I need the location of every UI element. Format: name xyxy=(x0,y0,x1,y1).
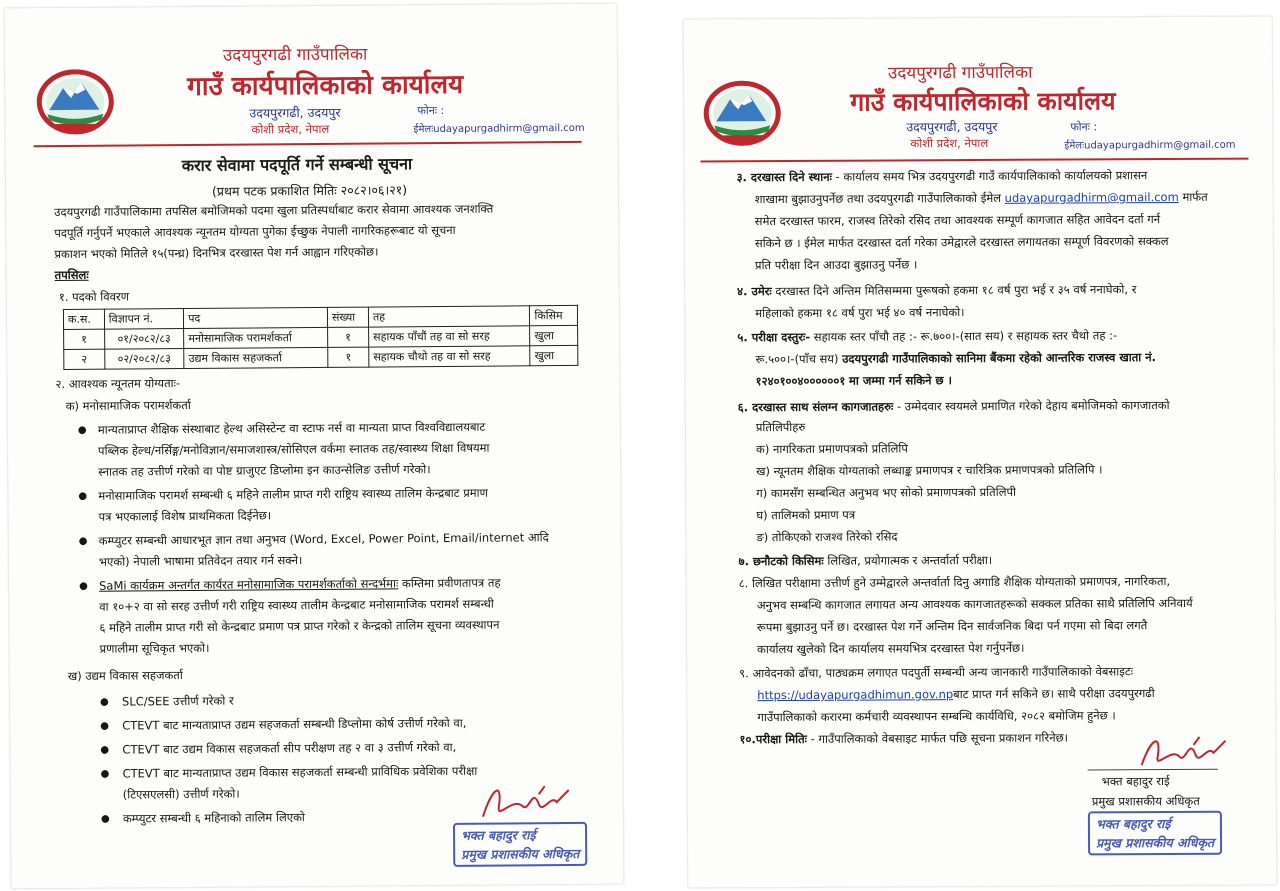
table-cell: १ xyxy=(328,327,369,347)
nepal-emblem-icon xyxy=(702,75,782,147)
bullet-icon: ● xyxy=(100,813,110,825)
address-line-2: कोशी प्रदेश, नेपाल xyxy=(910,135,989,151)
notice-page-left xyxy=(5,4,624,889)
email-line xyxy=(413,120,584,135)
item-4-label: ४. उमेरः xyxy=(737,284,772,299)
item-8-line-1: ८. लिखित परीक्षामा उत्तीर्ण हुने उम्मेद्वारले अन्तर्वार्ता दिनु अगाडि शैक्षिक योग्यताको प्रमाणपत्र, नागरिकता, xyxy=(738,574,1171,591)
item-6-label: ६. दरखास्त साथ संलग्न कागजातहरुः xyxy=(737,399,894,415)
item-6-sub-a: क) नागरिकता प्रमाणपत्रको प्रतिलिपि xyxy=(755,441,908,457)
signatory-title: प्रमुख प्रशासकीय अधिकृत xyxy=(1091,793,1200,809)
official-stamp xyxy=(453,822,587,867)
official-stamp xyxy=(1088,811,1222,856)
sub-a-bullet-1-line-2: पब्लिक हेल्थ/नर्सिङ्ग/मनोविज्ञान/समाजशास्त्र/सोसिएल वर्कमा स्नातक तह/स्वास्थ्य शिक्षा विषयमा xyxy=(97,440,490,458)
item-3-line-1 xyxy=(737,165,1148,188)
stamp-name: भक्त बहादुर राई xyxy=(461,827,536,843)
item-7-text: लिखित, प्रयोगात्मक र अन्तर्वार्ता परीक्षा। xyxy=(827,552,993,568)
office-name: गाउँ कार्यपालिकाको कार्यालय xyxy=(850,86,1116,117)
item-3-line-4: सकिने छ । ईमेल मार्फत दरखास्त दर्ता गरेका उमेद्वारले दरखास्त लगायतका सम्पूर्ण विवरणको सक्कल xyxy=(754,234,1169,251)
sami-line-3: ६ महिने तालीम प्राप्त गरी सो केन्द्रबाट प्रमाण पत्र प्राप्त गरेको र केन्द्रको तालिम सूचना व्यवस्थापन xyxy=(99,617,500,635)
table-header-cell: विज्ञापन नं. xyxy=(104,309,184,330)
item-5-account: १२४०१००४००००००१ xyxy=(755,373,846,389)
table-cell: ०२/२०८२/८३ xyxy=(104,349,184,370)
table-cell: सहायक चौथो तह वा सो सरह xyxy=(369,346,531,367)
item-8-line-4: कार्यालय खुलेको दिन कार्यालय समयभित्र दरखास्त पेश गर्नुपर्नेछ। xyxy=(756,640,1025,657)
stamp-title: प्रमुख प्रशासकीय अधिकृत xyxy=(1096,834,1215,851)
item-3-line-2 xyxy=(755,187,1208,210)
signature-image xyxy=(473,776,593,827)
table-row xyxy=(64,345,578,369)
notice-title: करार सेवामा पदपूर्ति गर्ने सम्बन्धी सूचना xyxy=(181,154,413,176)
item-5-fee: रू.५००।-(पाँच सय) xyxy=(755,351,839,367)
address-line-2: कोशी प्रदेश, नेपाल xyxy=(251,121,330,137)
item-9-text: बाट प्राप्त गर्न सकिने छ। साथै परीक्षा उदयपुरगढी xyxy=(953,686,1155,702)
item-6-sub-d: घ) तालिमको प्रमाण पत्र xyxy=(756,507,856,523)
bullet-icon: ● xyxy=(79,580,88,592)
email-line xyxy=(1064,137,1235,152)
bullet-icon: ● xyxy=(77,424,87,436)
item-6-sub-e: ङ) तोकिएको राजश्व तिरेको रसिद xyxy=(756,529,898,545)
intro-line-1: उदयपुरगढी गाउँपालिकामा तपसिल बमोजिमको पदमा खुला प्रतिस्पर्धाबाट करार सेवामा आवश्यक जनशक्ति xyxy=(54,201,494,220)
bullet-icon: ● xyxy=(100,744,110,756)
sami-line-2: वा १०+२ वा सो सरह उत्तीर्ण गरी राष्ट्रिय स्वास्थ्य तालीम केन्द्रबाट मनोसामाजिक परामर्श सम्बन्धी xyxy=(99,596,494,614)
item-3-text-b: मार्फत xyxy=(1182,189,1208,204)
table-cell: मनोसामाजिक परामर्शकर्ता xyxy=(184,327,328,348)
item-9-line-2 xyxy=(757,683,1155,706)
table-header-cell: क.स. xyxy=(63,309,104,329)
table-cell: १ xyxy=(64,329,105,349)
municipality-name: उदयपुरगढी गाउँपालिका xyxy=(222,44,368,66)
table-header-cell: तह xyxy=(368,306,530,327)
sami-rest: कम्तिमा प्रवीणतापत्र तह xyxy=(401,575,501,591)
sami-line-4: प्रणालीमा सूचिकृत भएको। xyxy=(99,640,210,656)
sami-underlined: SaMi कार्यक्रम अन्तर्गत कार्यरत मनोसामाजिक परामर्शकर्ताको सन्दर्भमाः xyxy=(99,576,399,593)
table-cell: १ xyxy=(328,347,369,367)
email-label: ईमेलः xyxy=(1064,140,1085,152)
bullet-icon: ● xyxy=(78,535,88,547)
bullet-icon: ● xyxy=(78,490,88,502)
item-6-line-1 xyxy=(738,395,1170,418)
item-6-line-2: प्रतिलिपीहरु xyxy=(755,419,806,435)
intro-line-3: प्रकाशन भएको मितिले १५(पन्ध्र) दिनभित्र दरखास्त पेश गर्न आह्वान गरिएकोछ। xyxy=(54,244,379,262)
item-6-sub-b: ख) न्यूनतम शैक्षिक योग्यताको लब्धाङ्क प्रमाणपत्र र चारित्रिक प्रमाणपत्रको प्रतिलिपि । xyxy=(756,462,1103,479)
email-label: ईमेलः xyxy=(413,124,434,136)
website-link[interactable]: https://udayapurgadhimun.gov.np xyxy=(757,687,954,703)
table-cell: खुला xyxy=(530,325,578,345)
sub-b-bullet-5: कम्प्युटर सम्बन्धी ६ महिनाको तालिम लिएको xyxy=(122,810,305,826)
table-cell: सहायक पाँचौं तह वा सो सरह xyxy=(369,326,531,347)
sub-a-heading: क) मनोसामाजिक परामर्शकर्ता xyxy=(65,397,191,413)
table-header-cell: पद xyxy=(184,307,328,328)
vacancy-table xyxy=(63,305,578,370)
stamp-title: प्रमुख प्रशासकीय अधिकृत xyxy=(461,845,580,862)
item-7-label: ७. छनौटको किसिमः xyxy=(738,553,824,569)
table-cell: खुला xyxy=(530,345,578,365)
intro-line-2: पदपूर्ति गर्नुपर्ने भएकाले आवश्यक न्यूनतम योग्यता पुगेका ईच्छुक नेपाली नागरिकहरूबाट यो सूचना xyxy=(54,222,456,241)
sub-b-heading: ख) उद्यम विकास सहजकर्ता xyxy=(67,668,183,683)
item-5-bank: उदयपुरगढी गाउँपालिकाको सानिमा बैंकमा रहेको आन्तरिक राजस्व खाता नं. xyxy=(842,350,1157,366)
item-6-sub-c: ग) कामसँग सम्बन्धित अनुभव भए सोको प्रमाणपत्रको प्रतिलिपी xyxy=(756,484,1017,501)
sub-a-bullet-1-line-3: स्नातक तह उत्तीर्ण गरेको वा पोष्ट ग्राजुएट डिप्लोमा इन काउन्सेलिङ उत्तीर्ण गरेको। xyxy=(98,462,431,479)
item-8-line-2: अनुभव सम्बन्धि कागजात लगायत अन्य आवश्यक कागजातहरूको सक्कल प्रतिका साथै प्रतिलिपि अनिवार्य xyxy=(756,595,1193,613)
item-5-line-2 xyxy=(755,347,1156,370)
notice-page-right xyxy=(684,16,1277,887)
item-5-line-3 xyxy=(756,370,952,392)
item-5-label: ५. परीक्षा दस्तुरः- xyxy=(737,329,811,345)
item-8-line-3: रूपमा बुझाउनु पर्ने छ। दरखास्त पेश गर्ने अन्तिम दिन सार्वजनिक बिदा पर्न गएमा सो बिदा लगतै xyxy=(756,618,1148,635)
municipality-name: उदयपुरगढी गाउँपालिका xyxy=(887,62,1033,84)
item-4-line-2: महिलाको हकमा १८ वर्ष पुरा भई ४० वर्ष ननाघेको। xyxy=(755,305,965,321)
table-cell: उद्यम विकास सहजकर्ता xyxy=(184,347,328,368)
item-7 xyxy=(739,550,993,572)
sub-b-bullet-4-line-1: CTEVT बाट मान्यताप्राप्त उद्यम विकास सहजकर्ता सम्बन्धी प्राविधिक प्रवेशिका परीक्षा xyxy=(122,763,478,781)
item-10 xyxy=(739,728,1068,751)
item-3-line-3: समेत दरखास्त फारम, राजस्व तिरेको रसिद तथा आवश्यक सम्पूर्ण कागजात सहित आवेदन दर्ता गर्न xyxy=(754,212,1161,229)
phone-label: फोनः : xyxy=(1070,120,1098,134)
item-4-line-1 xyxy=(737,279,1136,302)
address-line-1: उदयपुरगढी, उदयपुर xyxy=(906,118,998,135)
sub-a-bullet-2-line-2: पत्र भएकालाई विशेष प्राथमिकता दिईनेछ। xyxy=(98,508,272,524)
item-9-line-1: ९. आवेदनको ढाँचा, पाठ्यक्रम लगाएत पदपुर्ती सम्बन्धी अन्य जानकारी गाउँपालिकाको वेबसाइटः xyxy=(739,664,1133,681)
item-4-text: दरखास्त दिने अन्तिम मितिसम्ममा पुरूषको हकमा १८ वर्ष पुरा भई र ३५ वर्ष ननाघेको, र xyxy=(775,282,1137,299)
email-address: udayapurgadhirm@gmail.com xyxy=(433,122,585,136)
office-name: गाउँ कार्यपालिकाको कार्यालय xyxy=(187,69,464,102)
tapsil-heading: तपसिलः xyxy=(54,267,89,283)
notice-subtitle: (प्रथम पटक प्रकाशित मितिः २०८२।०६।२१) xyxy=(211,182,408,199)
stamp-name: भक्त बहादुर राई xyxy=(1095,816,1171,832)
table-header-cell: किसिम xyxy=(530,305,578,325)
table-header-cell: संख्या xyxy=(327,307,368,327)
sub-b-bullet-1: SLC/SEE उत्तीर्ण गरेको र xyxy=(121,693,234,709)
section-1-heading: १. पदको विवरण xyxy=(58,289,130,304)
bullet-icon: ● xyxy=(100,768,110,780)
sub-a-bullet-3-line-1: कम्प्युटर सम्बन्धी आधारभूत ज्ञान तथा अनुभव (Word, Excel, Power Point, Email/internet आदि xyxy=(98,530,549,548)
item-9-line-3: गाउँपालिकाको करारमा कर्मचारी व्यवस्थापन सम्बन्धि कार्यविधि, २०८२ बमोजिम हुनेछ । xyxy=(757,708,1116,725)
address-line-1: उदयपुरगढी, उदयपुर xyxy=(249,104,341,121)
item-10-label: १०.परीक्षा मितिः xyxy=(739,731,808,747)
item-5-tail: मा जम्मा गर्न सकिने छ । xyxy=(848,373,952,388)
sub-a-bullet-2-line-1: मनोसामाजिक परामर्श सम्बन्धी ६ महिने तालीम प्राप्त गरी राष्ट्रिय स्वास्थ्य तालिम केन्द्रबाट प्रमाण xyxy=(98,485,488,503)
table-cell: ०१/२०८२/८३ xyxy=(104,329,184,350)
item-3-text: - कार्यालय समय भित्र उदयपुरगढी गाउँ कार्यपालिकाको कार्यालयको प्रशासन xyxy=(835,168,1148,184)
sub-b-bullet-3: CTEVT बाट उद्यम विकास सहजकर्ता सीप परीक्षण तह २ वा ३ उत्तीर्ण गरेको वा, xyxy=(122,739,457,757)
bullet-icon: ● xyxy=(99,696,109,708)
letterhead-divider xyxy=(34,141,582,147)
signatory-name: भक्त बहादुर राई xyxy=(1101,774,1170,789)
item-3-line-5: प्रति परीक्षा दिन आउदा बुझाउनु पर्नेछ । xyxy=(754,257,918,273)
table-cell: २ xyxy=(64,349,105,369)
bullet-icon: ● xyxy=(100,720,109,732)
sub-b-bullet-2: CTEVT बाट मान्यताप्राप्त उद्यम सहजकर्ता सम्बन्धी डिप्लोमा कोर्ष उत्तीर्ण गरेको वा, xyxy=(122,715,467,733)
item-6-text: - उम्मेदवार स्वयमले प्रमाणित गरेको देहाय बमोजिमको कागजातको xyxy=(896,398,1170,414)
item-3-label: ३. दरखास्त दिने स्थानः xyxy=(736,169,832,185)
item-5-text: सहायक स्तर पाँचौ तह :- रू.७००।-(सात सय) र सहायक स्तर चैथो तह :- xyxy=(813,328,1118,344)
sub-a-bullet-3-line-2: भएको) नेपाली भाषामा प्रतिवेदन तयार गर्न सक्ने। xyxy=(98,553,303,569)
phone-label: फोनः : xyxy=(417,103,445,118)
nepal-emblem-icon xyxy=(35,64,116,137)
sub-a-bullet-1-line-1: मान्यताप्राप्त शैक्षिक संस्थाबाट हेल्थ असिस्टेन्ट वा स्टाफ नर्स वा मान्यता प्राप्त विश्वविद्यालयबाट xyxy=(97,419,486,437)
letterhead-divider xyxy=(700,158,1248,163)
item-3-text-a: शाखामा बुझाउनुपर्नेछ तथा उदयपुरगढी गाउँपालिकाको ईमेल xyxy=(754,190,1002,207)
email-address: udayapurgadhirm@gmail.com xyxy=(1084,139,1236,152)
sub-b-bullet-4-line-2: (टिएसएलसी) उत्तीर्ण गरेको। xyxy=(122,786,240,802)
section-2-heading: २. आवश्यक न्यूनतम योग्यताः- xyxy=(55,376,181,392)
item-5-line-1 xyxy=(737,325,1117,348)
item-10-text: - गाउँपालिकाको वेबसाइट मार्फत पछि सूचना प्रकाशन गरिनेछ। xyxy=(810,730,1069,746)
item-3-email-link[interactable]: udayapurgadhirm@gmail.com xyxy=(1004,189,1179,205)
